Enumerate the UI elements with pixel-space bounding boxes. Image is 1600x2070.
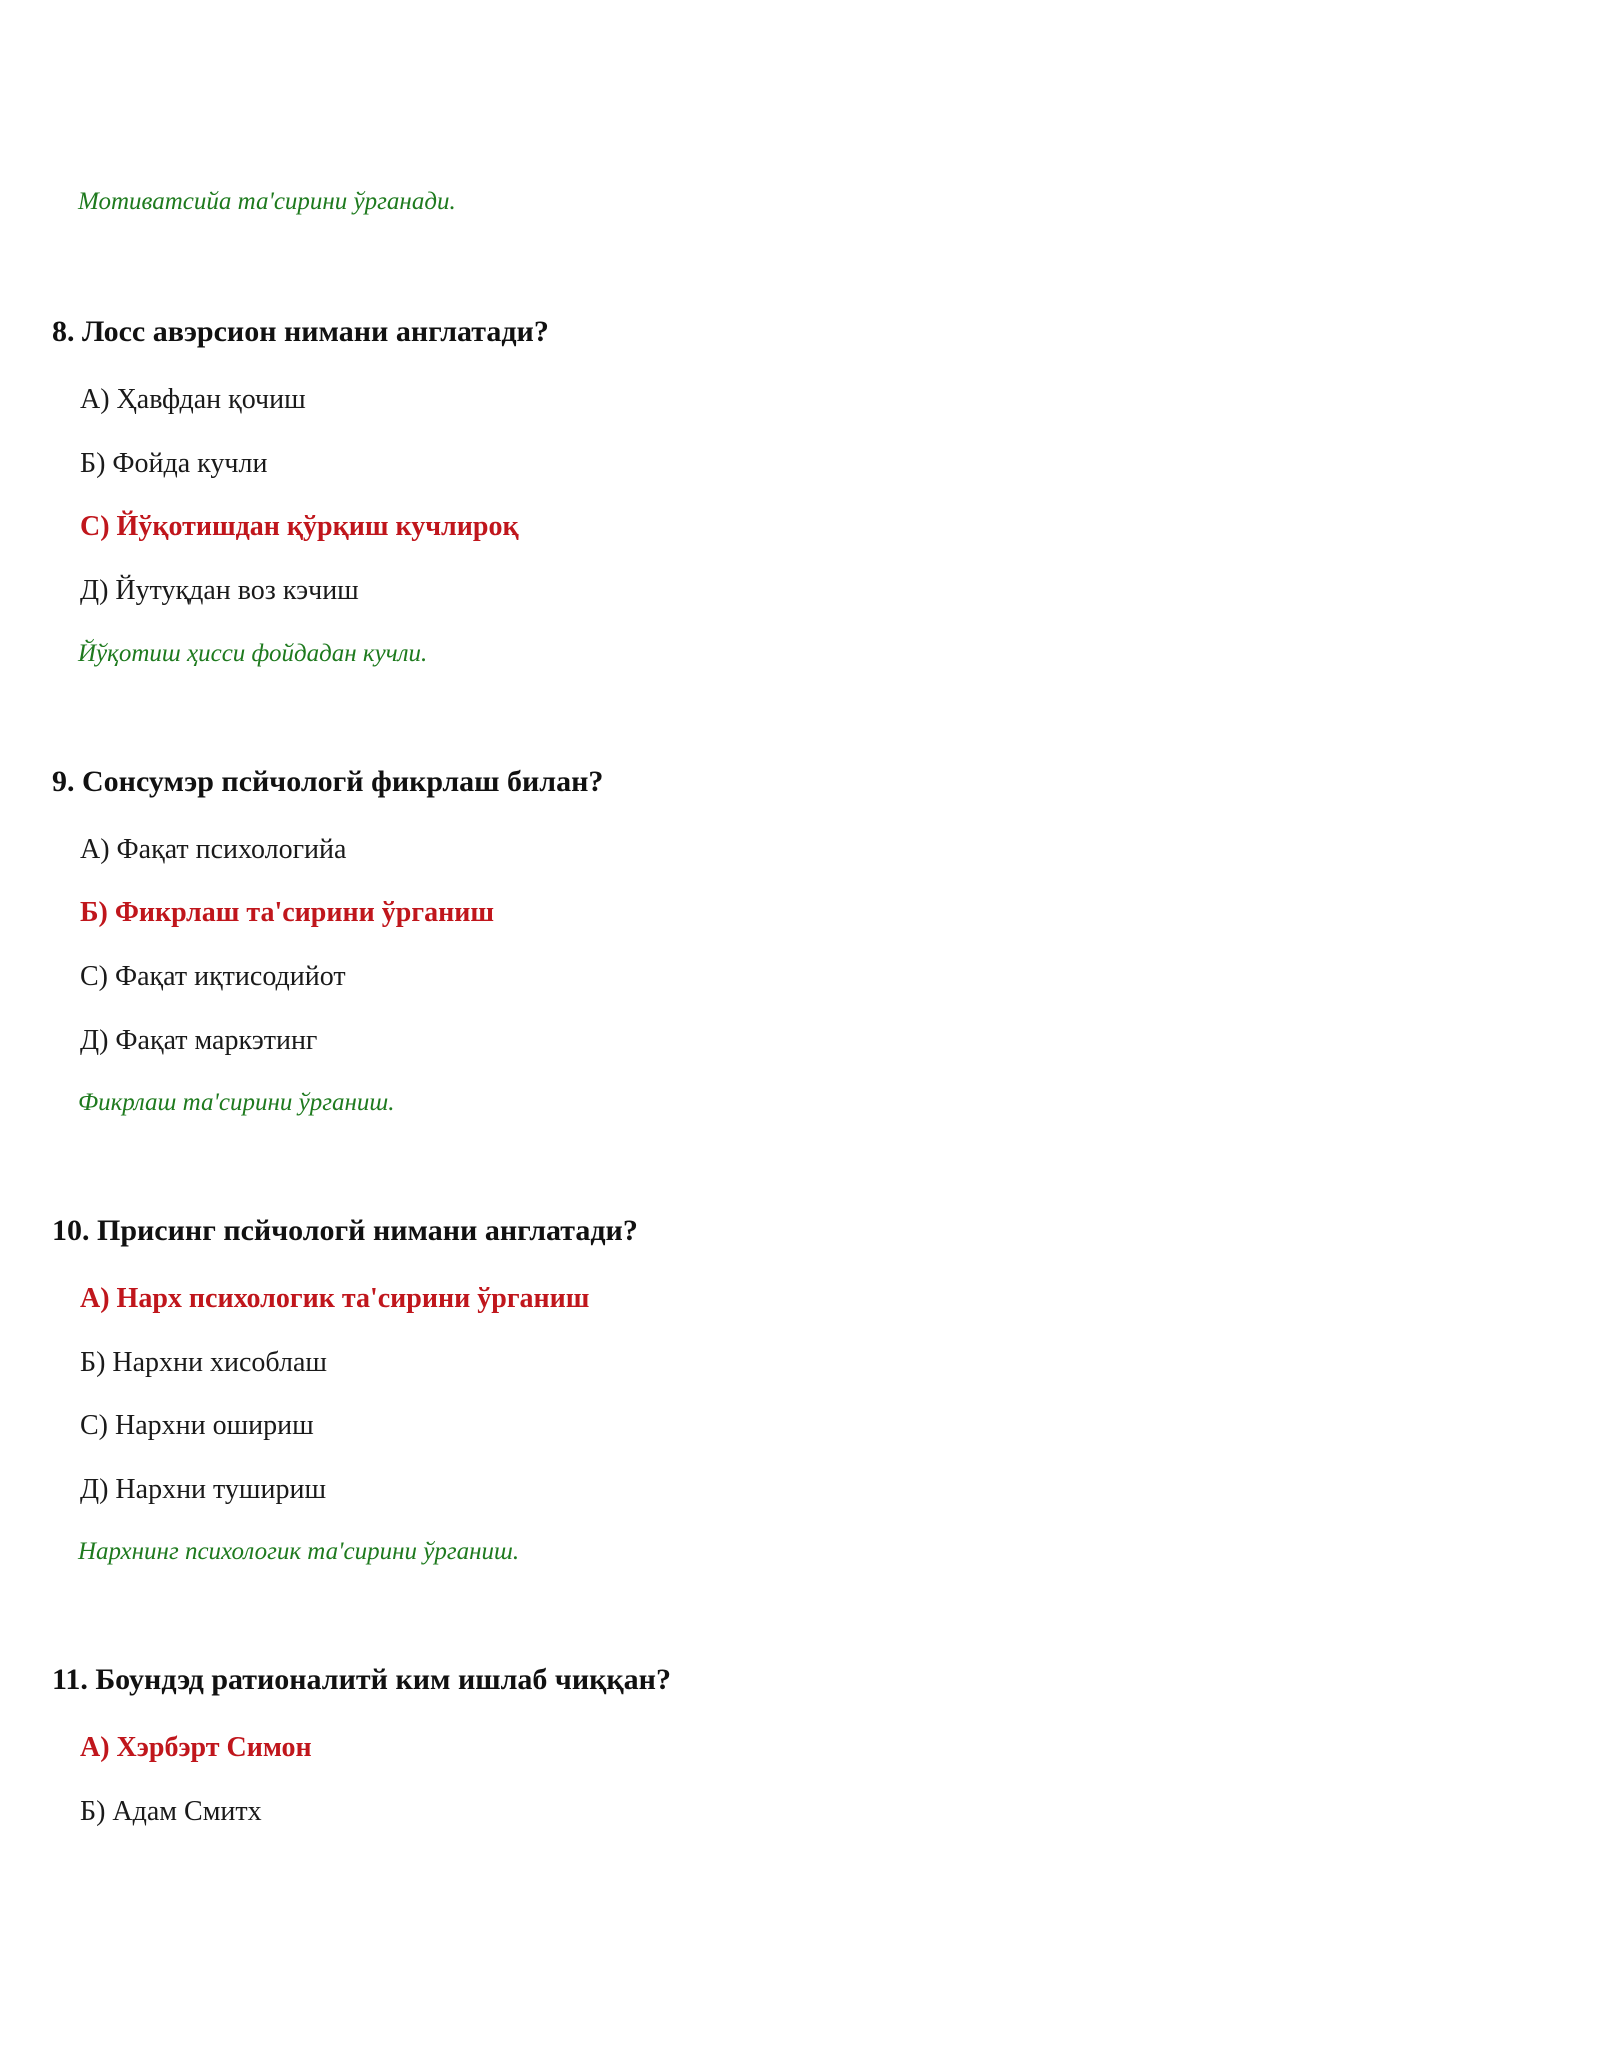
correct-answer-option: Б) Фикрлаш та'сирини ўрганиш	[80, 897, 494, 928]
question-title: 8. Лосс авэрсион нимани англатади?	[52, 315, 549, 348]
answer-option: А) Ҳавфдан қочиш	[80, 384, 306, 415]
explanation-text: Мотиватсийа та'сирини ўрганади.	[78, 188, 456, 215]
question-title: 11. Боундэд ратионалитй ким ишлаб чиққан?	[52, 1663, 671, 1696]
correct-answer-option: С) Йўқотишдан қўрқиш кучлироқ	[80, 511, 519, 542]
correct-answer-option: А) Нарх психологик та'сирини ўрганиш	[80, 1283, 590, 1314]
question-title: 10. Присинг псйчологй нимани англатади?	[52, 1214, 638, 1247]
answer-option: Б) Адам Смитх	[80, 1796, 262, 1827]
explanation-text: Фикрлаш та'сирини ўрганиш.	[78, 1089, 395, 1116]
answer-option: С) Фақат иқтисодийот	[80, 961, 346, 992]
answer-option: Б) Фойда кучли	[80, 448, 268, 479]
question-title: 9. Сонсумэр псйчологй фикрлаш билан?	[52, 765, 604, 798]
answer-option: А) Фақат психологийа	[80, 834, 347, 865]
answer-option: Б) Нархни хисоблаш	[80, 1347, 327, 1378]
answer-option: Д) Йутуқдан воз кэчиш	[80, 575, 359, 606]
correct-answer-option: А) Хэрбэрт Симон	[80, 1732, 312, 1763]
answer-option: С) Нархни ошириш	[80, 1410, 314, 1441]
answer-option: Д) Нархни тушириш	[80, 1474, 326, 1505]
explanation-text: Йўқотиш ҳисси фойдадан кучли.	[78, 640, 428, 667]
answer-option: Д) Фақат маркэтинг	[80, 1025, 318, 1056]
explanation-text: Нархнинг психологик та'сирини ўрганиш.	[78, 1538, 520, 1565]
